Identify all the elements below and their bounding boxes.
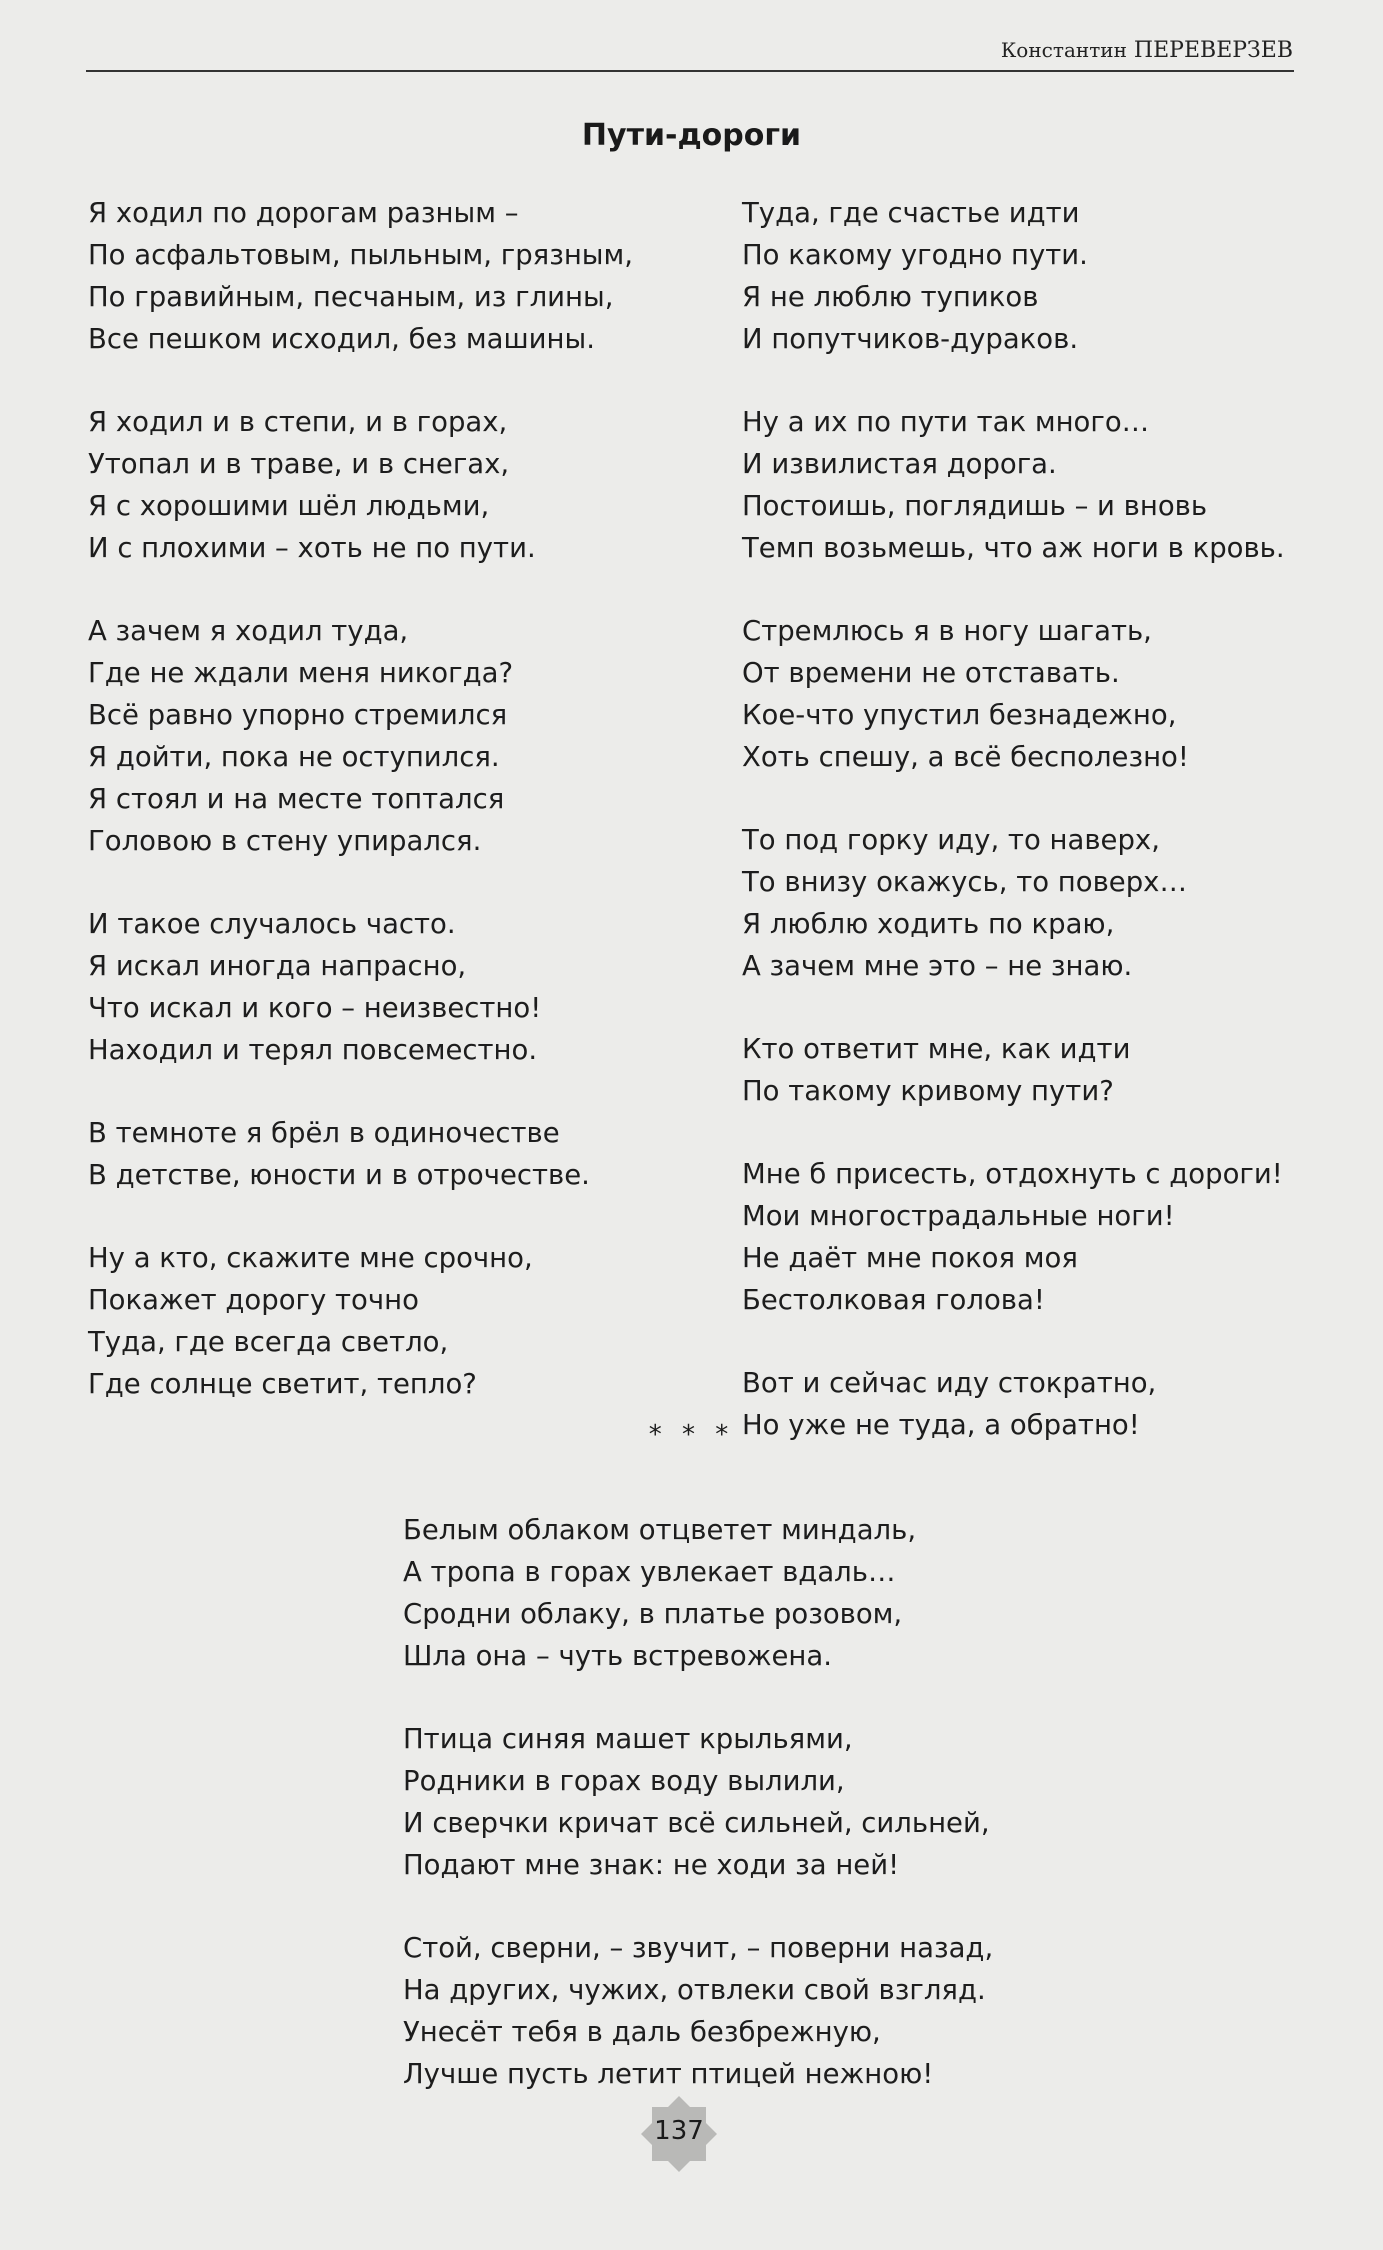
poem-line: Родники в горах воду вылили, (403, 1765, 845, 1797)
poem-line: Лучше пусть летит птицей нежною! (403, 2058, 934, 2090)
poem-line: Я искал иногда напрасно, (88, 950, 467, 982)
stanza (88, 903, 708, 1071)
poem-title: Пути-дороги (581, 118, 802, 153)
poem-line: В детстве, юности и в отрочестве. (88, 1159, 590, 1191)
stanza (403, 1509, 1103, 1677)
stanza (403, 1927, 1103, 2095)
poem-line: И попутчиков-дураков. (742, 323, 1079, 355)
poem-line: А зачем мне это – не знаю. (742, 950, 1133, 982)
poem-line: Унесёт тебя в даль безбрежную, (403, 2016, 881, 2048)
poem-line: Сродни облаку, в платье розовом, (403, 1598, 903, 1630)
poem-line: И такое случалось часто. (88, 908, 456, 940)
poem-line: Я ходил и в степи, и в горах, (88, 406, 508, 438)
poem-line: Туда, где всегда светло, (88, 1326, 449, 1358)
stanza (88, 610, 708, 862)
poem-line: Всё равно упорно стремился (88, 699, 508, 731)
poem-right-column (742, 192, 1312, 1487)
poem-line: Бестолковая голова! (742, 1284, 1045, 1316)
poem-line: И извилистая дорога. (742, 448, 1057, 480)
author-first-name: Константин (1000, 38, 1127, 62)
poem-line: То под горку иду, то наверх, (742, 824, 1160, 856)
poem-line: Кое-что упустил безнадежно, (742, 699, 1177, 731)
poem-line: Белым облаком отцветет миндаль, (403, 1514, 917, 1546)
stanza (403, 1718, 1103, 1886)
stanza (742, 1153, 1312, 1321)
poem-line: В темноте я брёл в одиночестве (88, 1117, 560, 1149)
author-last-name: ПЕРЕВЕРЗЕВ (1133, 38, 1293, 63)
poem-line: Стремлюсь я в ногу шагать, (742, 615, 1152, 647)
poem-line: И с плохими – хоть не по пути. (88, 532, 536, 564)
poem-line: Находил и терял повсеместно. (88, 1034, 538, 1066)
poem-line: Где не ждали меня никогда? (88, 657, 514, 689)
section-separator: * * * (648, 1420, 735, 1450)
poem-line: Я дойти, пока не оступился. (88, 741, 500, 773)
page-number: 137 (654, 2116, 704, 2146)
stanza (88, 1237, 708, 1405)
poem-left-column (88, 192, 708, 1446)
poem-line: Мои многострадальные ноги! (742, 1200, 1175, 1232)
poem-line: Ну а кто, скажите мне срочно, (88, 1242, 533, 1274)
poem-line: Темп возьмешь, что аж ноги в кровь. (742, 532, 1285, 564)
poem-line: Кто ответит мне, как идти (742, 1033, 1131, 1065)
poem-line: Утопал и в траве, и в снегах, (88, 448, 510, 480)
poem-line: Не даёт мне покоя моя (742, 1242, 1078, 1274)
poem-line: По такому кривому пути? (742, 1075, 1114, 1107)
stanza (88, 401, 708, 569)
poem-line: Я ходил по дорогам разным – (88, 197, 519, 229)
poem-line: Что искал и кого – неизвестно! (88, 992, 542, 1024)
second-poem (403, 1509, 1103, 2136)
poem-line: От времени не отставать. (742, 657, 1120, 689)
running-header-author (1001, 38, 1293, 63)
poem-line: Но уже не туда, а обратно! (742, 1409, 1140, 1441)
poem-line: Я люблю ходить по краю, (742, 908, 1115, 940)
header-divider (86, 70, 1294, 72)
poem-line: По какому угодно пути. (742, 239, 1088, 271)
poem-line: Птица синяя машет крыльями, (403, 1723, 853, 1755)
stanza (88, 1112, 708, 1196)
poem-line: Я не люблю тупиков (742, 281, 1039, 313)
poem-line: Хоть спешу, а всё бесполезно! (742, 741, 1189, 773)
poem-line: Покажет дорогу точно (88, 1284, 419, 1316)
stanza (742, 401, 1312, 569)
stanza (742, 610, 1312, 778)
poem-line: А зачем я ходил туда, (88, 615, 409, 647)
poem-line: Мне б присесть, отдохнуть с дороги! (742, 1158, 1283, 1190)
poem-line: По асфальтовым, пыльным, грязным, (88, 239, 634, 271)
poem-line: Шла она – чуть встревожена. (403, 1640, 832, 1672)
poem-line: Я стоял и на месте топтался (88, 783, 505, 815)
poem-line: То внизу окажусь, то поверх… (742, 866, 1187, 898)
stanza (742, 819, 1312, 987)
poem-line: По гравийным, песчаным, из глины, (88, 281, 614, 313)
stanza (742, 1028, 1312, 1112)
poem-line: На других, чужих, отвлеки свой взгляд. (403, 1974, 986, 2006)
poem-line: Головою в стену упирался. (88, 825, 482, 857)
poem-line: Туда, где счастье идти (742, 197, 1080, 229)
poem-line: А тропа в горах увлекает вдаль… (403, 1556, 896, 1588)
poem-line: Все пешком исходил, без машины. (88, 323, 595, 355)
poem-line: Подают мне знак: не ходи за ней! (403, 1849, 900, 1881)
page-number-badge (641, 2096, 717, 2172)
poem-line: И сверчки кричат всё сильней, сильней, (403, 1807, 990, 1839)
poem-line: Стой, сверни, – звучит, – поверни назад, (403, 1932, 994, 1964)
poem-line: Постоишь, поглядишь – и вновь (742, 490, 1208, 522)
poem-line: Где солнце светит, тепло? (88, 1368, 477, 1400)
poem-line: Вот и сейчас иду стократно, (742, 1367, 1157, 1399)
poem-line: Ну а их по пути так много… (742, 406, 1150, 438)
stanza (88, 192, 708, 360)
stanza (742, 192, 1312, 360)
poem-line: Я с хорошими шёл людьми, (88, 490, 490, 522)
